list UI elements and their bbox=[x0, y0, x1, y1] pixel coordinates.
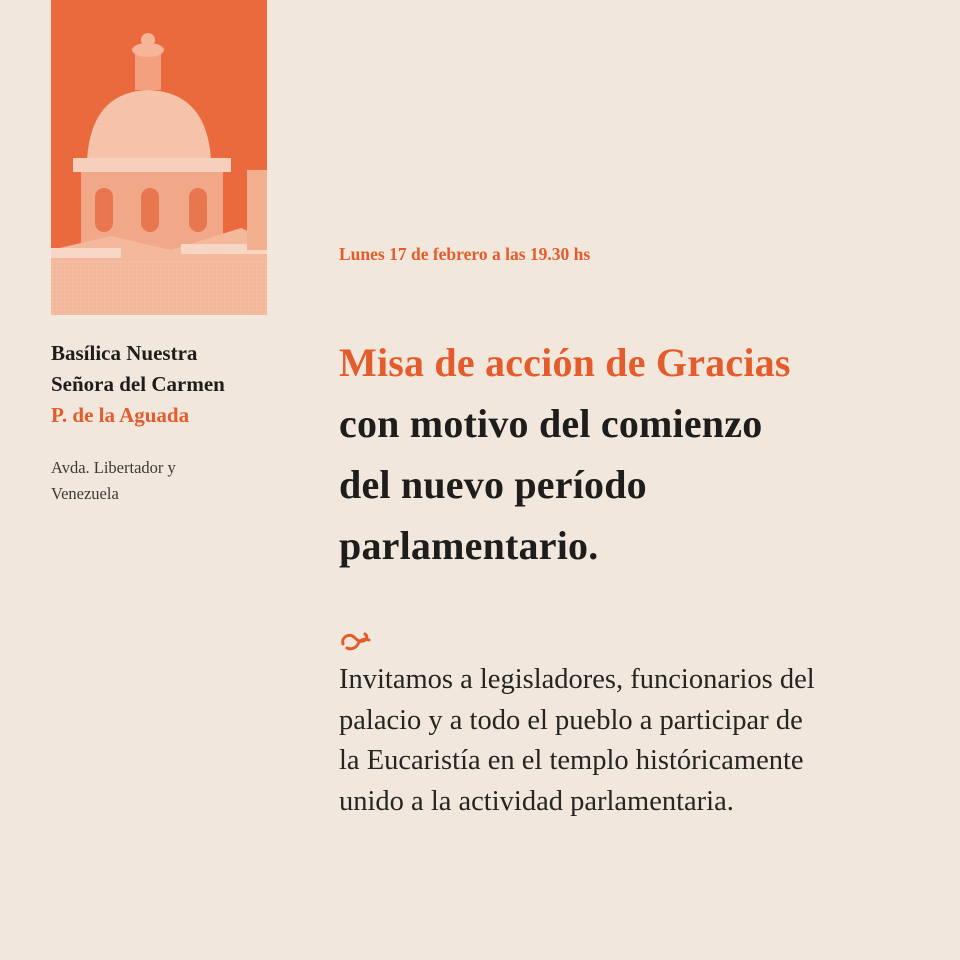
title-line3: del nuevo período bbox=[339, 462, 647, 507]
event-title bbox=[339, 332, 929, 576]
church-name-line1: Basílica Nuestra bbox=[51, 341, 198, 365]
ornament-swirl-icon bbox=[339, 628, 373, 652]
event-date: Lunes 17 de febrero a las 19.30 hs bbox=[339, 244, 591, 264]
church-name-block bbox=[51, 338, 291, 431]
invitation-paragraph bbox=[339, 660, 939, 822]
address-block bbox=[51, 455, 251, 507]
body-line4: unido a la actividad parlamentaria. bbox=[339, 785, 734, 817]
title-line2: con motivo del comienzo bbox=[339, 401, 763, 446]
body-line2: palacio y a todo el pueblo a participar de bbox=[339, 704, 803, 736]
body-line3: la Eucaristía en el templo históricamente bbox=[339, 745, 804, 776]
title-line1: Misa de acción de Gracias bbox=[339, 340, 791, 385]
church-dome-image bbox=[51, 0, 267, 315]
address-line1: Avda. Libertador y bbox=[51, 458, 176, 477]
body-line1: Invitamos a legisladores, funcionarios del bbox=[339, 664, 815, 695]
church-dome-icon bbox=[51, 0, 267, 315]
address-line2: Venezuela bbox=[51, 484, 119, 503]
church-name-line2: Señora del Carmen bbox=[51, 372, 225, 396]
church-parish: P. de la Aguada bbox=[51, 403, 190, 427]
title-line4: parlamentario. bbox=[339, 523, 599, 568]
